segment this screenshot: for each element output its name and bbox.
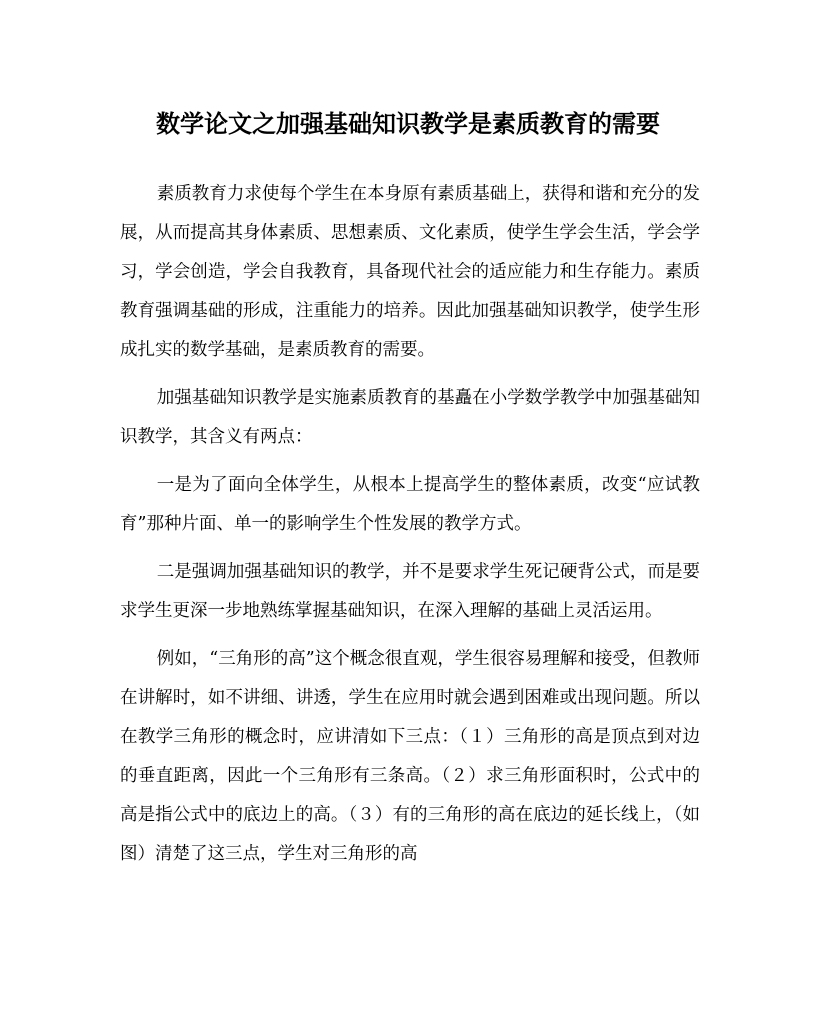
paragraph-3: 一是为了面向全体学生，从根本上提高学生的整体素质，改变“应试教育”那种片面、单一的影响学生个性发展的教学方式。 (120, 475, 700, 534)
paragraph-1: 素质教育力求使每个学生在本身原有素质基础上，获得和谐和充分的发展，从而提高其身体素质、思想素质、文化素质，使学生学会生活，学会学习，学会创造，学会自我教育，具备现代社会的适应能力和生存能力。素质教育强调基础的形成，注重能力的培养。因此加强基础知识教学，使学生形成扎实的数学基础，是素质教育的需要。 (120, 184, 700, 360)
paragraph-4: 二是强调加强基础知识的教学，并不是要求学生死记硬背公式，而是要求学生更深一步地熟练掌握基础知识，在深入理解的基础上灵活运用。 (120, 562, 700, 621)
paragraph-2: 加强基础知识教学是实施素质教育的基矗在小学数学教学中加强基础知识教学，其含义有两点： (120, 388, 700, 447)
document-body (120, 175, 700, 874)
paragraph-5: 例如，“三角形的高”这个概念很直观，学生很容易理解和接受，但教师在讲解时，如不讲细、讲透，学生在应用时就会遇到困难或出现问题。所以在教学三角形的概念时，应讲清如下三点：（１）三角形的高是顶点到对边的垂直距离，因此一个三角形有三条高。（２）求三角形面积时，公式中的高是指公式中的底边上的高。（３）有的三角形的高在底边的延长线上，（如图）清楚了这三点，学生对三角形的高 (120, 649, 700, 864)
document-title: 数学论文之加强基础知识教学是素质教育的需要 (156, 109, 660, 138)
